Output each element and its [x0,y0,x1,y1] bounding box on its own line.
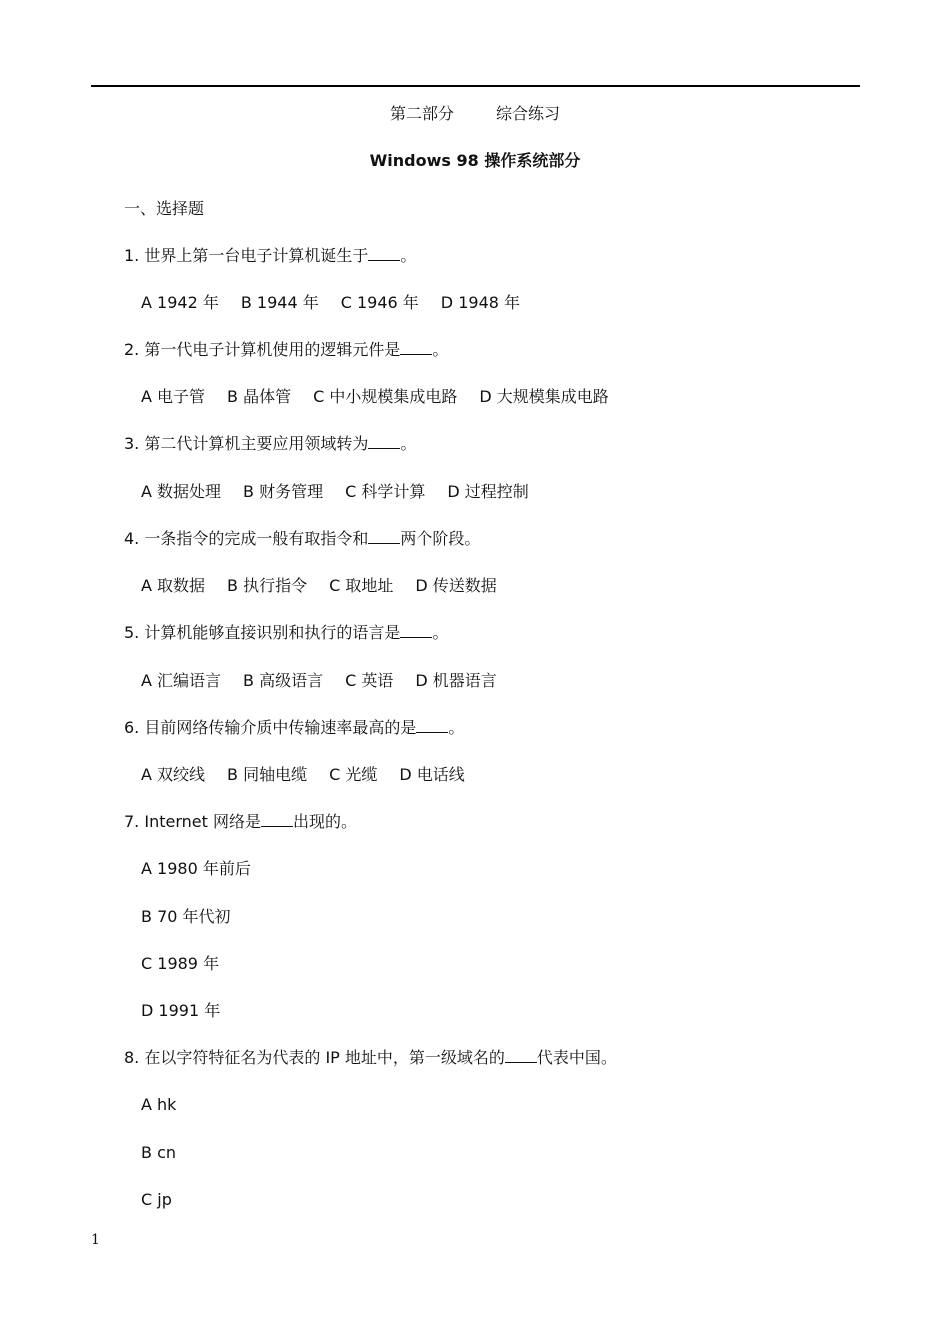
question-8: 8. 在以字符特征名为代表的 IP 地址中，第一级域名的 代表中国。 [124,1048,617,1067]
question-6-options [141,764,465,786]
header-name: 综合练习 [496,104,561,123]
option-d: D 过程控制 [447,482,529,501]
question-2-options [141,386,609,408]
question-7: 7. Internet 网络是 出现的。 [124,812,357,831]
option-c: C 光缆 [329,765,378,784]
question-5-options [141,670,497,692]
answer-blank [368,246,400,261]
question-6: 6. 目前网络传输介质中传输速率最高的是 。 [124,718,465,737]
option-a: A hk [141,1095,177,1114]
option-b: B 财务管理 [243,482,324,501]
option-a: A 汇编语言 [141,671,222,690]
option-c: C 取地址 [329,576,394,595]
answer-blank [368,529,400,544]
answer-blank [416,718,448,733]
option-a: A 1942 年 [141,293,219,312]
option-b: B 高级语言 [243,671,324,690]
answer-blank [400,623,432,638]
option-d: D 传送数据 [415,576,497,595]
question-5: 5. 计算机能够直接识别和执行的语言是 。 [124,623,449,642]
header-part: 第二部分 [389,104,454,123]
section-heading: 一、选择题 [124,199,205,218]
option-b: B 晶体管 [227,387,292,406]
header-rule [91,85,860,87]
answer-blank [368,434,400,449]
option-a: A 双绞线 [141,765,206,784]
option-c: C 1989 年 [141,954,220,973]
option-c: C 英语 [345,671,394,690]
option-c: C jp [141,1190,172,1209]
option-d: D 机器语言 [415,671,497,690]
page-header [0,103,950,125]
document-title: Windows 98 操作系统部分 [369,151,581,170]
option-a: A 电子管 [141,387,206,406]
question-3: 3. 第二代计算机主要应用领域转为 。 [124,434,417,453]
question-4-options [141,575,497,597]
page-number: 1 [91,1232,100,1248]
option-d: D 电话线 [399,765,465,784]
option-d: D 1948 年 [440,293,521,312]
answer-blank [400,340,432,355]
answer-blank [261,812,293,827]
question-1: 1. 世界上第一台电子计算机诞生于 。 [124,246,417,265]
question-2: 2. 第一代电子计算机使用的逻辑元件是 。 [124,340,449,359]
question-4: 4. 一条指令的完成一般有取指令和 两个阶段。 [124,529,481,548]
option-c: C 中小规模集成电路 [313,387,458,406]
option-a: A 取数据 [141,576,206,595]
option-d: D 大规模集成电路 [479,387,609,406]
answer-blank [505,1048,537,1063]
option-b: B 执行指令 [227,576,308,595]
question-1-options [141,292,520,314]
question-3-options [141,481,529,503]
option-a: A 数据处理 [141,482,222,501]
option-c: C 1946 年 [340,293,419,312]
option-b: B 70 年代初 [141,907,231,926]
option-c: C 科学计算 [345,482,426,501]
option-a: A 1980 年前后 [141,859,251,878]
option-b: B cn [141,1143,176,1162]
option-d: D 1991 年 [141,1001,221,1020]
option-b: B 1944 年 [240,293,319,312]
option-b: B 同轴电缆 [227,765,308,784]
